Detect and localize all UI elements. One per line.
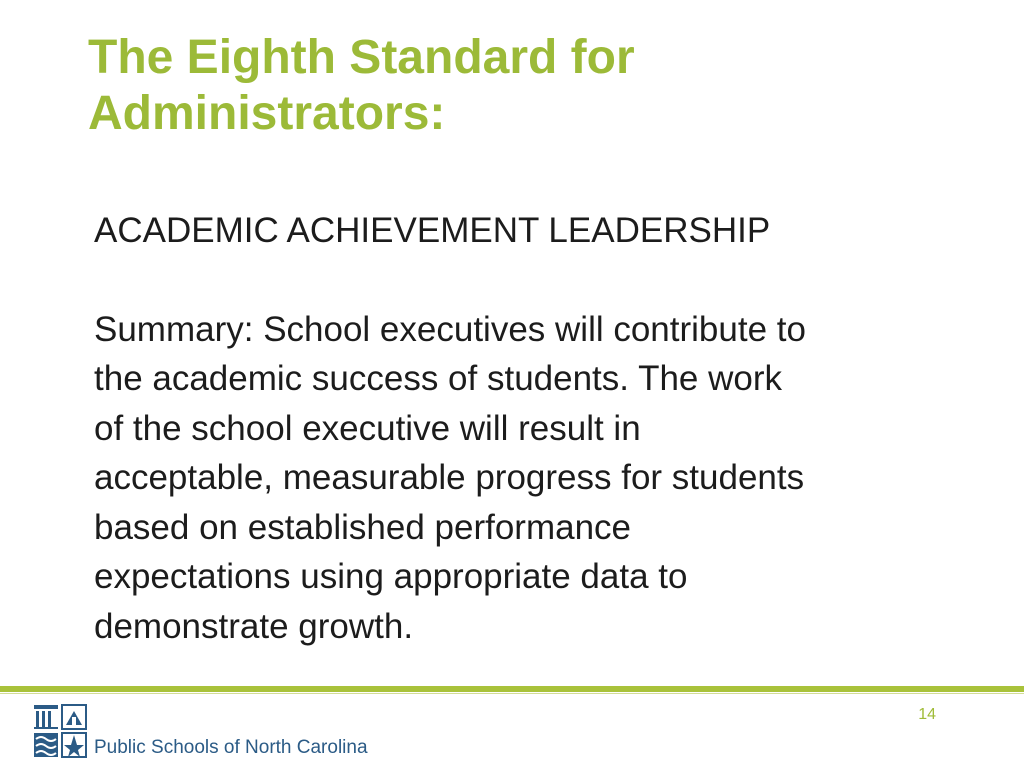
summary-line: expectations using appropriate data to (94, 557, 688, 596)
slide-content (94, 206, 964, 651)
nc-public-schools-logo-icon (32, 703, 88, 759)
slide-title (88, 30, 848, 142)
summary-line: demonstrate growth. (94, 606, 414, 646)
footer-divider (0, 686, 1024, 692)
standard-heading: ACADEMIC ACHIEVEMENT LEADERSHIP (94, 211, 771, 250)
footer-divider-shadow (0, 693, 1024, 694)
standard-summary (94, 305, 964, 652)
summary-line: Summary: School executives will contribute to (94, 309, 806, 349)
slide-title-line-2: Administrators: (88, 87, 446, 140)
summary-line: based on established performance (94, 507, 632, 547)
page-number: 14 (918, 706, 936, 723)
summary-line: of the school executive will result in (94, 408, 641, 448)
summary-line: the academic success of students. The work (94, 359, 783, 398)
summary-line: acceptable, measurable progress for students (94, 458, 805, 497)
organization-name: Public Schools of North Carolina (94, 737, 368, 758)
slide-title-line-1: The Eighth Standard for (88, 31, 635, 84)
